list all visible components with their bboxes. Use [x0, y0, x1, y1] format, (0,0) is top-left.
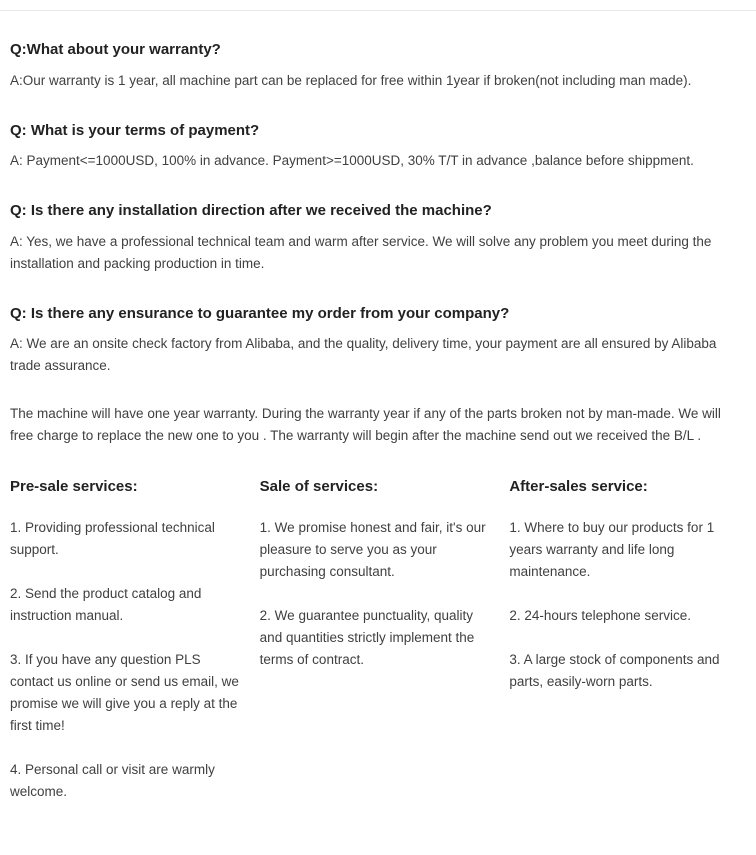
faq-answer: A:Our warranty is 1 year, all machine part can be replaced for free within 1year if broken(not including man made).	[10, 72, 692, 88]
service-item: 4. Personal call or visit are warmly welcome.	[10, 761, 215, 799]
service-column-title: After-sales service:	[509, 478, 648, 495]
service-column-title: Sale of services:	[259, 478, 379, 495]
faq-services-page	[0, 10, 756, 855]
service-item: 3. A large stock of components and parts, easily-worn parts.	[509, 651, 720, 689]
faq-question: Q:What about your warranty?	[10, 41, 221, 58]
service-item: 2. Send the product catalog and instruction manual.	[10, 585, 202, 623]
service-column-aftersales	[509, 477, 746, 825]
service-column-title: Pre-sale services:	[10, 478, 138, 495]
faq-question: Q: What is your terms of payment?	[10, 121, 260, 139]
faq-item	[10, 304, 746, 378]
faq-answer: A: We are an onsite check factory from Alibaba, and the quality, delivery time, your payment are all ensured by Alibaba trade assurance.	[10, 336, 717, 373]
faq-question: Q: Is there any installation direction after we received the machine?	[10, 202, 492, 219]
faq-answer: A: Payment<=1000USD, 100% in advance. Payment>=1000USD, 30% T/T in advance ,balance before shippment.	[10, 153, 694, 168]
service-column-sale	[260, 477, 497, 825]
service-item: 1. Where to buy our products for 1 years warranty and life long maintenance.	[509, 519, 715, 579]
top-divider	[0, 10, 756, 11]
warranty-note: The machine will have one year warranty. During the warranty year if any of the parts broken not by man-made. We will free charge to replace the new one to you . The warranty will begin after the machine send out we received the B/L .	[10, 406, 721, 443]
faq-question: Q: Is there any ensurance to guarantee my order from your company?	[10, 304, 510, 322]
service-item: 2. 24-hours telephone service.	[509, 607, 691, 623]
faq-item	[10, 40, 746, 92]
services-section	[10, 477, 746, 855]
content-area	[0, 40, 756, 855]
service-item: 1. Providing professional technical support.	[10, 519, 215, 557]
service-item: 2. We guarantee punctuality, quality and quantities strictly implement the terms of contract.	[259, 607, 475, 667]
service-column-presale	[10, 477, 247, 825]
service-item: 1. We promise honest and fair, it's our pleasure to serve you as your purchasing consultant.	[259, 519, 486, 579]
service-item: 3. If you have any question PLS contact us online or send us email, we promise we will give you a reply at the first time!	[10, 651, 239, 733]
faq-answer: A: Yes, we have a professional technical team and warm after service. We will solve any problem you meet during the installation and packing production in time.	[10, 233, 712, 271]
faq-item	[10, 121, 746, 173]
faq-item	[10, 201, 746, 275]
